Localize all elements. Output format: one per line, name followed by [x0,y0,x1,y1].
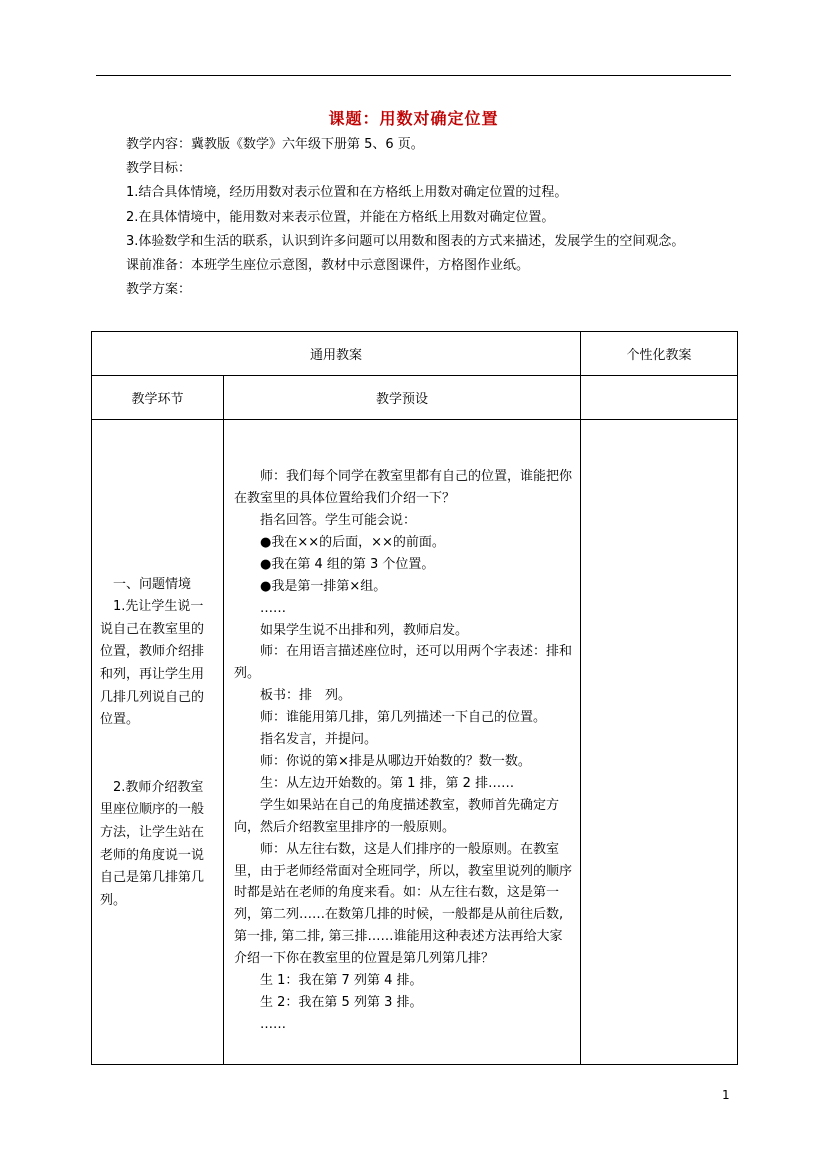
plan-heading: 教学方案： [126,282,192,298]
lesson-title: 课题：用数对确定位置 [328,109,499,128]
preset-line: 生：从左边开始数的。第 1 排，第 2 排…… [260,775,515,791]
lesson-plan-table [91,331,738,1065]
preset-line: 板书：排 列。 [260,688,352,704]
header-personal-plan: 个性化教案 [581,332,738,376]
preset-line: 师：从左往右数，这是人们排序的一般原则。在教室里，由于老师经常面对全班同学，所以，教室里说列的顺序时都是站在老师的角度来看。如：从左往右数，这是第一列，第二列……在数第几排的时候，一般都是从前往后数, 第一排, 第二排, 第三排……谁能用这种表述方法再给大家介绍一下你在教室里的位置是第几列第几排？ [234,841,573,967]
header-general-plan: 通用教案 [92,332,581,376]
page-number: 1 [722,1088,730,1102]
header-teaching-stage: 教学环节 [92,376,224,420]
preset-line: 师：谁能用第几排，第几列描述一下自己的位置。 [260,710,547,726]
preset-line: …… [260,600,286,616]
stage-cell [92,420,224,1065]
goal-2: 2.在具体情境中，能用数对来表示位置，并能在方格纸上用数对确定位置。 [126,209,555,225]
preset-line: 学生如果站在自己的角度描述教室，教师首先确定方向，然后介绍教室里排序的一般原则。 [234,797,560,835]
preset-line: 师：在用语言描述座位时，还可以用两个字表述：排和列。 [234,644,573,682]
teaching-content: 教学内容：冀教版《数学》六年级下册第 5、6 页。 [126,137,424,152]
personal-plan-cell [581,420,738,1065]
preset-line: 指名发言，并提问。 [260,732,378,748]
goal-1: 1.结合具体情境，经历用数对表示位置和在方格纸上用数对确定位置的过程。 [126,185,568,201]
preset-line: ●我在××的后面，××的前面。 [260,534,445,550]
header-rule [96,75,731,76]
preset-line: 如果学生说不出排和列，教师启发。 [260,622,469,638]
lesson-intro [100,133,732,302]
preset-line: ●我在第 4 组的第 3 个位置。 [260,556,435,572]
preparation: 课前准备：本班学生座位示意图，教材中示意图课件，方格图作业纸。 [126,258,530,274]
stage-step-2: 2.教师介绍教室里座位顺序的一般方法，让学生站在老师的角度说一说自己是第几排第几列。 [100,779,205,908]
preset-line: ●我是第一排第×组。 [260,578,387,594]
header-teaching-preset: 教学预设 [224,376,581,420]
preset-line: 师：你说的第×排是从哪边开始数的？数一数。 [260,754,531,769]
preset-line: …… [260,1016,286,1032]
preset-cell [224,420,581,1065]
teaching-goals-heading: 教学目标： [126,161,192,177]
preset-line: 指名回答。学生可能会说： [260,513,417,529]
stage-heading: 一、问题情境 [113,576,192,592]
goal-3: 3.体验数学和生活的联系，认识到许多问题可以用数和图表的方式来描述，发展学生的空间观念。 [126,233,685,249]
header-personal-empty [581,376,738,420]
preset-line: 生 2：我在第 5 列第 3 排。 [260,994,423,1010]
stage-step-1: 1.先让学生说一说自己在教室里的位置，教师介绍排和列，再让学生用几排几列说自己的位置。 [100,599,205,728]
preset-line: 生 1：我在第 7 列第 4 排。 [260,973,423,989]
preset-line: 师：我们每个同学在教室里都有自己的位置，谁能把你在教室里的具体位置给我们介绍一下？ [234,469,573,507]
